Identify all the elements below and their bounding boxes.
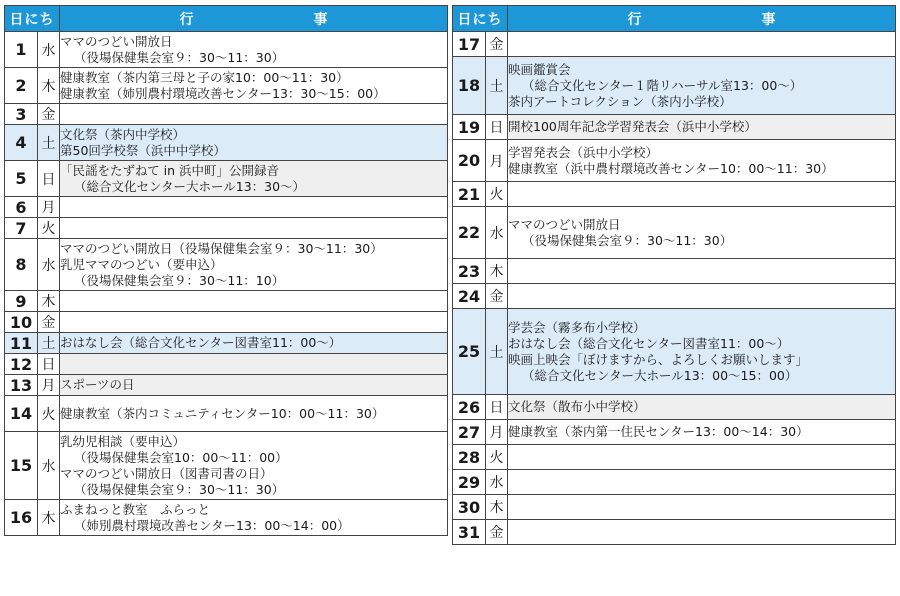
left-rows	[5, 32, 448, 536]
day-row	[5, 104, 448, 125]
day-number: 29	[453, 470, 486, 495]
event-cell	[60, 333, 448, 354]
day-number: 18	[453, 57, 486, 115]
weekday: 土	[38, 125, 60, 161]
event-line: 健康教室（姉別農村環境改善センター13：30～15：00）	[60, 85, 386, 101]
event-cell	[60, 197, 448, 218]
day-number: 12	[5, 354, 38, 375]
day-row	[453, 309, 896, 395]
event-line: おはなし会（総合文化センター図書室11：00～）	[508, 335, 790, 351]
day-number: 27	[453, 420, 486, 445]
day-row	[453, 32, 896, 57]
event-cell	[508, 470, 896, 495]
weekday: 火	[38, 218, 60, 239]
day-number: 25	[453, 309, 486, 395]
day-row	[453, 207, 896, 259]
event-line: （役場保健集会室９：30～11：30）	[74, 481, 285, 497]
day-row	[5, 218, 448, 239]
day-row	[5, 432, 448, 500]
event-line: 健康教室（茶内コミュニティセンター10：00～11：30）	[60, 405, 385, 421]
day-row	[453, 259, 896, 284]
day-row	[5, 239, 448, 291]
event-header	[60, 6, 448, 32]
day-number: 28	[453, 445, 486, 470]
event-cell	[60, 432, 448, 500]
day-number: 6	[5, 197, 38, 218]
day-number: 4	[5, 125, 38, 161]
day-number: 1	[5, 32, 38, 68]
event-cell	[508, 57, 896, 115]
weekday: 月	[486, 140, 508, 182]
weekday: 木	[38, 68, 60, 104]
day-number: 19	[453, 115, 486, 140]
event-line: 映画上映会「ぼけますから、よろしくお願いします」	[508, 351, 809, 367]
date-header: 日にち	[453, 6, 508, 32]
weekday: 金	[38, 104, 60, 125]
day-row	[453, 495, 896, 520]
day-number: 2	[5, 68, 38, 104]
event-cell	[508, 259, 896, 284]
day-row	[453, 140, 896, 182]
weekday: 水	[38, 432, 60, 500]
day-number: 23	[453, 259, 486, 284]
day-row	[5, 197, 448, 218]
event-line: おはなし会（総合文化センター図書室11：00～）	[60, 335, 342, 350]
event-line: （役場保健集会室９：30～11：10）	[74, 272, 285, 288]
weekday: 木	[486, 495, 508, 520]
event-line: 学芸会（霧多布小学校）	[508, 319, 646, 335]
weekday: 木	[38, 291, 60, 312]
event-cell	[60, 125, 448, 161]
weekday: 金	[486, 520, 508, 545]
event-header	[508, 6, 896, 32]
day-row	[453, 520, 896, 545]
weekday: 水	[38, 32, 60, 68]
day-number: 21	[453, 182, 486, 207]
day-number: 5	[5, 161, 38, 197]
day-number: 26	[453, 395, 486, 420]
event-line: ママのつどい開放日	[60, 33, 173, 49]
event-cell	[60, 291, 448, 312]
day-row	[453, 470, 896, 495]
day-number: 9	[5, 291, 38, 312]
day-number: 17	[453, 32, 486, 57]
event-cell	[508, 309, 896, 395]
event-line: スポーツの日	[60, 377, 135, 392]
date-header: 日にち	[5, 6, 60, 32]
event-cell	[508, 140, 896, 182]
day-row	[5, 354, 448, 375]
day-row	[5, 32, 448, 68]
day-number: 8	[5, 239, 38, 291]
day-number: 3	[5, 104, 38, 125]
weekday: 木	[486, 259, 508, 284]
event-line: ママのつどい開放日（図書司書の日）	[60, 465, 273, 481]
weekday: 水	[486, 207, 508, 259]
event-line: 茶内アートコレクション（茶内小学校）	[508, 93, 732, 109]
day-number: 13	[5, 375, 38, 396]
day-number: 24	[453, 284, 486, 309]
event-line: （総合文化センター大ホール13：30～）	[74, 178, 306, 194]
event-line: 映画鑑賞会	[508, 61, 571, 77]
day-row	[453, 182, 896, 207]
event-line: 健康教室（浜中農村環境改善センター10：00～11：30）	[508, 160, 834, 176]
event-cell	[60, 161, 448, 197]
day-number: 31	[453, 520, 486, 545]
event-cell	[508, 495, 896, 520]
event-line: 「民謡をたずねて in 浜中町」公開録音	[60, 162, 280, 178]
event-header-char-1: 行	[627, 11, 642, 28]
weekday: 火	[486, 182, 508, 207]
event-line: 健康教室（茶内第一住民センター13：00～14：30）	[508, 424, 809, 439]
weekday: 金	[486, 284, 508, 309]
event-cell	[508, 32, 896, 57]
day-number: 14	[5, 396, 38, 432]
weekday: 日	[38, 161, 60, 197]
event-cell	[60, 68, 448, 104]
event-cell	[508, 115, 896, 140]
day-row	[5, 375, 448, 396]
weekday: 土	[38, 333, 60, 354]
event-cell	[508, 284, 896, 309]
day-number: 30	[453, 495, 486, 520]
event-line: 開校100周年記念学習発表会（浜中小学校）	[508, 119, 757, 134]
calendar-right-column	[452, 5, 896, 545]
weekday: 日	[486, 395, 508, 420]
event-line: 文化祭（散布小中学校）	[508, 399, 646, 414]
day-row	[453, 420, 896, 445]
day-row	[453, 284, 896, 309]
event-line: （役場保健集会室９：30～11：30）	[74, 49, 285, 65]
event-line: 健康教室（茶内第三母と子の家10：00～11：30）	[60, 69, 349, 85]
event-cell	[508, 207, 896, 259]
event-line: （総合文化センター大ホール13：00～15：00）	[522, 367, 798, 383]
event-cell	[60, 104, 448, 125]
day-number: 20	[453, 140, 486, 182]
day-row	[453, 115, 896, 140]
weekday: 土	[486, 309, 508, 395]
weekday: 月	[38, 197, 60, 218]
weekday: 金	[486, 32, 508, 57]
day-number: 16	[5, 500, 38, 536]
event-line: （姉別農村環境改善センター13：00～14：00）	[74, 517, 350, 533]
weekday: 日	[38, 354, 60, 375]
day-row	[5, 500, 448, 536]
weekday: 木	[38, 500, 60, 536]
event-cell	[60, 500, 448, 536]
event-line: （総合文化センター１階リハーサル室13：00～）	[522, 77, 803, 93]
event-line: ママのつどい開放日（役場保健集会室９：30～11：30）	[60, 240, 383, 256]
event-line: 乳児ママのつどい（要申込）	[60, 256, 223, 272]
day-number: 10	[5, 312, 38, 333]
right-rows	[453, 32, 896, 545]
event-cell	[508, 520, 896, 545]
event-cell	[60, 239, 448, 291]
weekday: 火	[38, 396, 60, 432]
day-number: 22	[453, 207, 486, 259]
weekday: 水	[486, 470, 508, 495]
event-cell	[60, 32, 448, 68]
event-cell	[60, 312, 448, 333]
day-row	[5, 396, 448, 432]
day-row	[453, 395, 896, 420]
event-line: 第50回学校祭（浜中中学校）	[60, 142, 226, 158]
event-cell	[60, 354, 448, 375]
event-cell	[60, 375, 448, 396]
day-row	[453, 57, 896, 115]
day-row	[5, 291, 448, 312]
weekday: 水	[38, 239, 60, 291]
event-line: （役場保健集会室９：30～11：30）	[522, 232, 733, 248]
calendar-left-column	[4, 5, 448, 536]
day-number: 11	[5, 333, 38, 354]
day-row	[5, 312, 448, 333]
weekday: 火	[486, 445, 508, 470]
weekday: 月	[38, 375, 60, 396]
weekday: 日	[486, 115, 508, 140]
event-line: 学習発表会（浜中小学校）	[508, 144, 659, 160]
event-cell	[508, 445, 896, 470]
event-line: （役場保健集会室10：00～11：00）	[74, 449, 288, 465]
event-cell	[508, 395, 896, 420]
event-cell	[508, 420, 896, 445]
day-number: 7	[5, 218, 38, 239]
weekday: 土	[486, 57, 508, 115]
event-header-char-2: 事	[761, 11, 776, 28]
event-header-char-2: 事	[313, 11, 328, 28]
weekday: 金	[38, 312, 60, 333]
event-line: 乳幼児相談（要申込）	[60, 433, 186, 449]
header-row	[453, 6, 896, 32]
event-line: ママのつどい開放日	[508, 216, 621, 232]
event-cell	[60, 396, 448, 432]
day-row	[453, 445, 896, 470]
day-row	[5, 125, 448, 161]
event-cell	[60, 218, 448, 239]
weekday: 月	[486, 420, 508, 445]
event-line: 文化祭（茶内中学校）	[60, 126, 186, 142]
event-header-char-1: 行	[179, 11, 194, 28]
day-row	[5, 161, 448, 197]
header-row	[5, 6, 448, 32]
day-number: 15	[5, 432, 38, 500]
day-row	[5, 333, 448, 354]
event-cell	[508, 182, 896, 207]
event-line: ふまねっと教室 ふらっと	[60, 501, 211, 517]
day-row	[5, 68, 448, 104]
